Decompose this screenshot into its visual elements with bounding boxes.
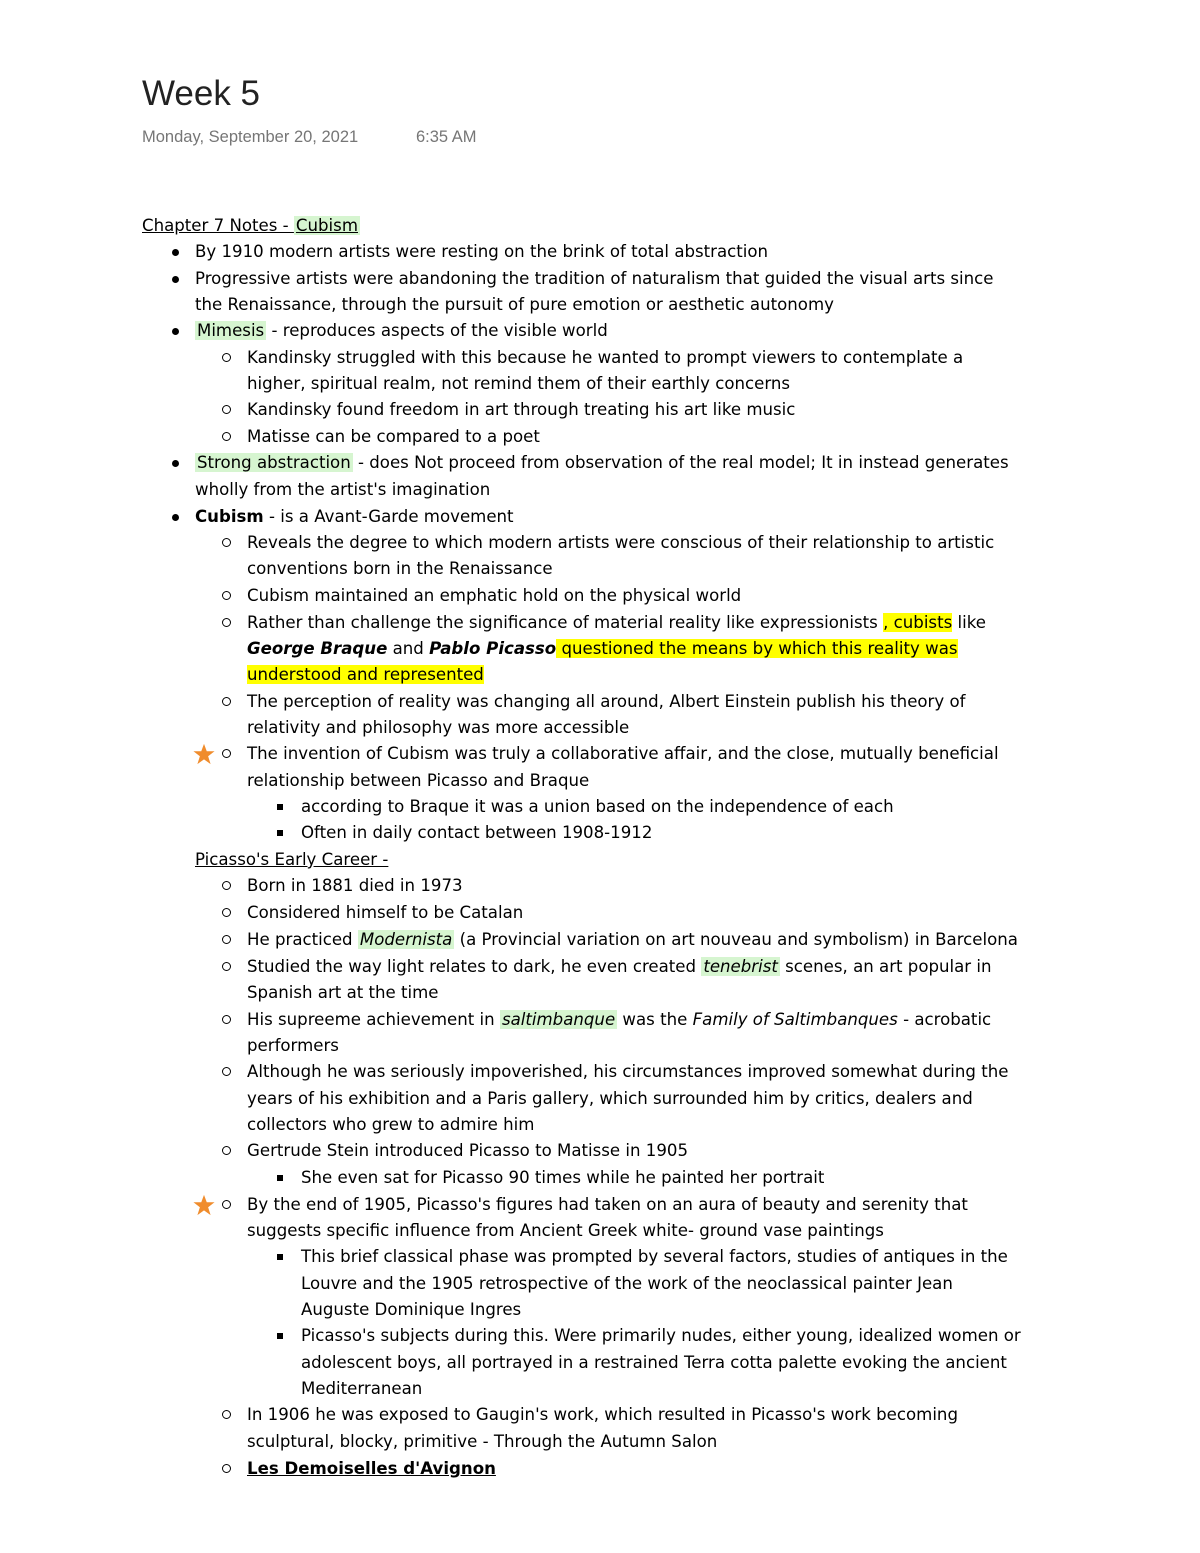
list-item: The perception of reality was changing all around, Albert Einstein publish his theory of: [247, 689, 965, 715]
list-item: Picasso's subjects during this. Were primarily nudes, either young, idealized women or: [301, 1323, 1021, 1349]
list-item: Considered himself to be Catalan: [247, 900, 523, 926]
list-item: Often in daily contact between 1908-1912: [301, 820, 652, 846]
list-item: By the end of 1905, Picasso's figures had taken on an aura of beauty and serenity that: [247, 1192, 968, 1218]
list-item: Born in 1881 died in 1973: [247, 873, 463, 899]
list-item: She even sat for Picasso 90 times while he painted her portrait: [301, 1165, 824, 1191]
list-item-cont: Spanish art at the time: [247, 983, 439, 1002]
section-heading-picasso: Picasso's Early Career -: [195, 850, 389, 869]
list-item: Gertrude Stein introduced Picasso to Matisse in 1905: [247, 1138, 688, 1164]
list-item: Strong abstraction - does Not proceed from observation of the real model; It in instead generates: [195, 450, 1009, 476]
list-item-cont: years of his exhibition and a Paris gallery, which surrounded him by critics, dealers and: [247, 1089, 973, 1108]
list-item-cont: Louvre and the 1905 retrospective of the work of the neoclassical painter Jean: [301, 1274, 953, 1293]
list-item: This brief classical phase was prompted by several factors, studies of antiques in the: [301, 1244, 1008, 1270]
list-item: The invention of Cubism was truly a collaborative affair, and the close, mutually beneficial: [247, 741, 999, 767]
list-item: By 1910 modern artists were resting on the brink of total abstraction: [195, 239, 768, 265]
star-icon: [193, 1194, 215, 1216]
list-item-cont: understood and represented: [247, 665, 484, 684]
list-item-cont: George Braque and Pablo Picasso questioned the means by which this reality was: [247, 639, 958, 658]
list-item: Although he was seriously impoverished, his circumstances improved somewhat during the: [247, 1059, 1008, 1085]
star-icon: [193, 743, 215, 765]
list-item-cont: collectors who grew to admire him: [247, 1115, 535, 1134]
list-item: Les Demoiselles d'Avignon: [247, 1456, 496, 1482]
list-item-cont: performers: [247, 1036, 339, 1055]
section-heading-chapter7: Chapter 7 Notes - Cubism: [142, 216, 358, 235]
list-item: In 1906 he was exposed to Gaugin's work, which resulted in Picasso's work becoming: [247, 1402, 958, 1428]
list-item: Studied the way light relates to dark, he even created tenebrist scenes, an art popular in: [247, 954, 992, 980]
list-item-cont: conventions born in the Renaissance: [247, 559, 553, 578]
list-item: Cubism - is a Avant-Garde movement: [195, 504, 514, 530]
list-item-cont: Auguste Dominique Ingres: [301, 1300, 522, 1319]
list-item: His supreeme achievement in saltimbanque was the Family of Saltimbanques - acrobatic: [247, 1007, 991, 1033]
list-item-cont: relationship between Picasso and Braque: [247, 771, 590, 790]
list-item-cont: relativity and philosophy was more accessible: [247, 718, 630, 737]
list-item: Rather than challenge the significance of material reality like expressionists , cubists like: [247, 610, 986, 636]
list-item-cont: wholly from the artist's imagination: [195, 480, 491, 499]
list-item: Mimesis - reproduces aspects of the visible world: [195, 318, 608, 344]
list-item-cont: higher, spiritual realm, not remind them of their earthly concerns: [247, 374, 791, 393]
list-item-cont: suggests specific influence from Ancient Greek white- ground vase paintings: [247, 1221, 884, 1240]
list-item: Progressive artists were abandoning the tradition of naturalism that guided the visual arts since: [195, 266, 994, 292]
list-item-cont: adolescent boys, all portrayed in a restrained Terra cotta palette evoking the ancient: [301, 1353, 1007, 1372]
page-time: 6:35 AM: [416, 128, 477, 146]
list-item: Kandinsky struggled with this because he wanted to prompt viewers to contemplate a: [247, 345, 963, 371]
page-title: Week 5: [142, 74, 261, 113]
list-item: He practiced Modernista (a Provincial variation on art nouveau and symbolism) in Barcelona: [247, 927, 1018, 953]
list-item: Matisse can be compared to a poet: [247, 424, 540, 450]
page-date: Monday, September 20, 2021: [142, 128, 359, 146]
list-item: Kandinsky found freedom in art through treating his art like music: [247, 397, 795, 423]
list-item: Cubism maintained an emphatic hold on the physical world: [247, 583, 741, 609]
list-item-cont: Mediterranean: [301, 1379, 423, 1398]
list-item: Reveals the degree to which modern artists were conscious of their relationship to artistic: [247, 530, 994, 556]
list-item: according to Braque it was a union based on the independence of each: [301, 794, 894, 820]
list-item-cont: the Renaissance, through the pursuit of pure emotion or aesthetic autonomy: [195, 295, 834, 314]
list-item-cont: sculptural, blocky, primitive - Through the Autumn Salon: [247, 1432, 718, 1451]
